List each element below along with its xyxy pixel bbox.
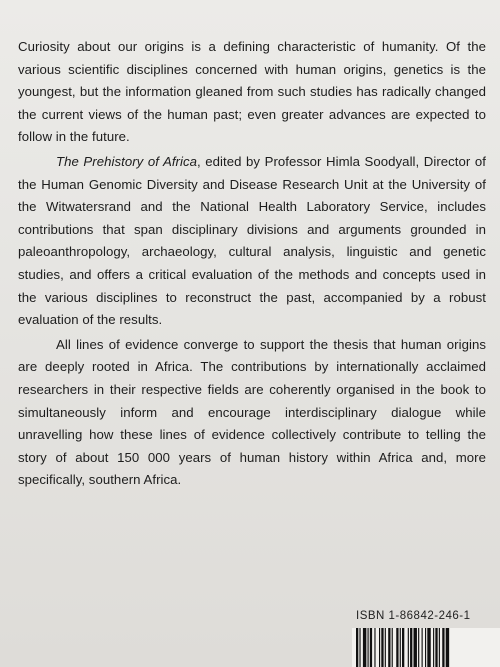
isbn-number: ISBN 1-86842-246-1 (356, 610, 471, 622)
book-title: The Prehistory of Africa (56, 153, 197, 169)
barcode-icon (352, 628, 500, 667)
blurb-paragraph-2-text: , edited by Professor Himla Soodyall, Director of the Human Genomic Diversity and Disease Research Unit at the University of the Witwatersrand and the National Health Laboratory Service, includes contributions that span disciplinary divisions and arguments grounded in paleoanthropology, archaeology, cultural analysis, linguistic and genetic studies, and offers a critical evaluation of the methods and concepts used in the various disciplines to reconstruct the past, accompanied by a robust evaluation of the results. (18, 153, 486, 328)
blurb-paragraph-3: All lines of evidence converge to support the thesis that human origins are deeply rooted in Africa. The contributions by internationally acclaimed researchers in their respective fields are coherently organised in the book to simultaneously inform and encourage interdisciplinary dialogue while unravelling how these lines of evidence collectively contribute to telling the story of about 150 000 years of human history within Africa and, more specifically, southern Africa. (18, 336, 486, 488)
cover-blurb (18, 36, 486, 492)
blurb-paragraph-1: Curiosity about our origins is a defining characteristic of humanity. Of the various scientific disciplines concerned with human origins, genetics is the youngest, but the information gleaned from such studies has radically changed the current views of the human past; even greater advances are expected to follow in the future. (18, 39, 486, 145)
blurb-paragraph-2 (18, 151, 486, 332)
